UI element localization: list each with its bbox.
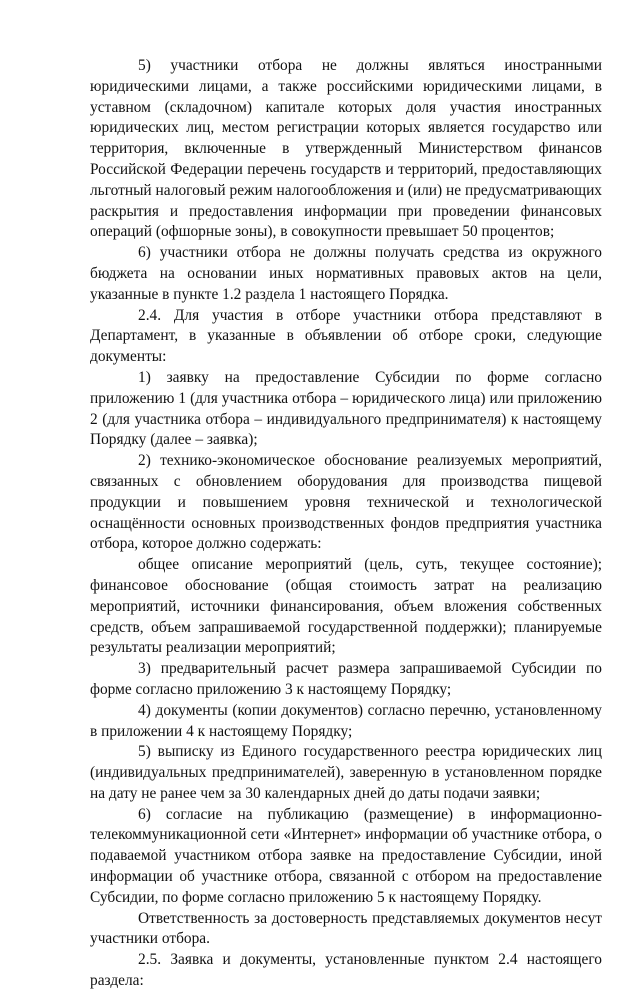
paragraph-item-3-subsidy-calculation: 3) предварительный расчет размера запрашиваемой Субсидии по форме согласно приложению 3 к настоящему Порядку; [90, 660, 602, 698]
paragraph-item-4-documents: 4) документы (копии документов) согласно перечню, установленному в приложении 4 к настоящему Порядку; [90, 701, 602, 740]
paragraph-clause-6-budget-funds: 6) участники отбора не должны получать средства из окружного бюджета на основании иных нормативных правовых актов на цели, указанные в пункте 1.2 раздела 1 настоящего Порядка. [90, 244, 602, 303]
document-page [90, 56, 602, 992]
paragraph-section-2-4: 2.4. Для участия в отборе участники отбора представляют в Департамент, в указанные в объявлении об отборе сроки, следующие документы: [90, 306, 602, 366]
paragraph-feasibility-contents: общее описание мероприятий (цель, суть, текущее состояние); финансовое обоснование (общая стоимость затрат на реализацию мероприятий, источники финансирования, объем вложения собственных средств, объем запрашиваемой государственной поддержки); планируемые результаты реализации мероприятий; [90, 556, 602, 657]
paragraph-item-6-publication-consent: 6) согласие на публикацию (размещение) в информационно-телекоммуникационной сети «Интернет» информации об участнике отбора, о подаваемой участником отбора заявке на предоставление Субсидии, иной информации об участнике отбора, связанной с отбором на предоставление Субсидии, по форме согласно приложению 5 к настоящему Порядку. [90, 805, 602, 906]
paragraph-clause-5-foreign-entities: 5) участники отбора не должны являться иностранными юридическими лицами, а также российскими юридическими лицами, в уставном (складочном) капитале которых доля участия иностранных юридических лиц, местом регистрации которых является государство или территория, включенные в утвержденный Министерством финансов Российской Федерации перечень государств и территорий, предоставляющих льготный налоговый режим налогообложения и (или) не предусматривающих раскрытия и предоставления информации при проведении финансовых операций (офшорные зоны), в совокупности превышает 50 процентов; [90, 57, 602, 241]
paragraph-item-5-registry-extract: 5) выписку из Единого государственного реестра юридических лиц (индивидуальных предпринимателей), заверенную в установленном порядке на дату не ранее чем за 30 календарных дней до даты подачи заявки; [90, 743, 602, 802]
paragraph-section-2-5: 2.5. Заявка и документы, установленные пунктом 2.4 настоящего раздела: [90, 951, 602, 990]
paragraph-item-2-feasibility-study: 2) технико-экономическое обоснование реализуемых мероприятий, связанных с обновлением оборудования для производства пищевой продукции и повышением уровня технической и технологической оснащённости основных производственных фондов предприятия участника отбора, которое должно содержать: [90, 452, 602, 553]
paragraph-item-1-application: 1) заявку на предоставление Субсидии по форме согласно приложению 1 (для участника отбора – юридического лица) или приложению 2 (для участника отбора – индивидуального предпринимателя) к настоящему Порядку (далее – заявка); [90, 368, 602, 449]
paragraph-responsibility: Ответственность за достоверность представляемых документов несут участники отбора. [90, 909, 602, 948]
